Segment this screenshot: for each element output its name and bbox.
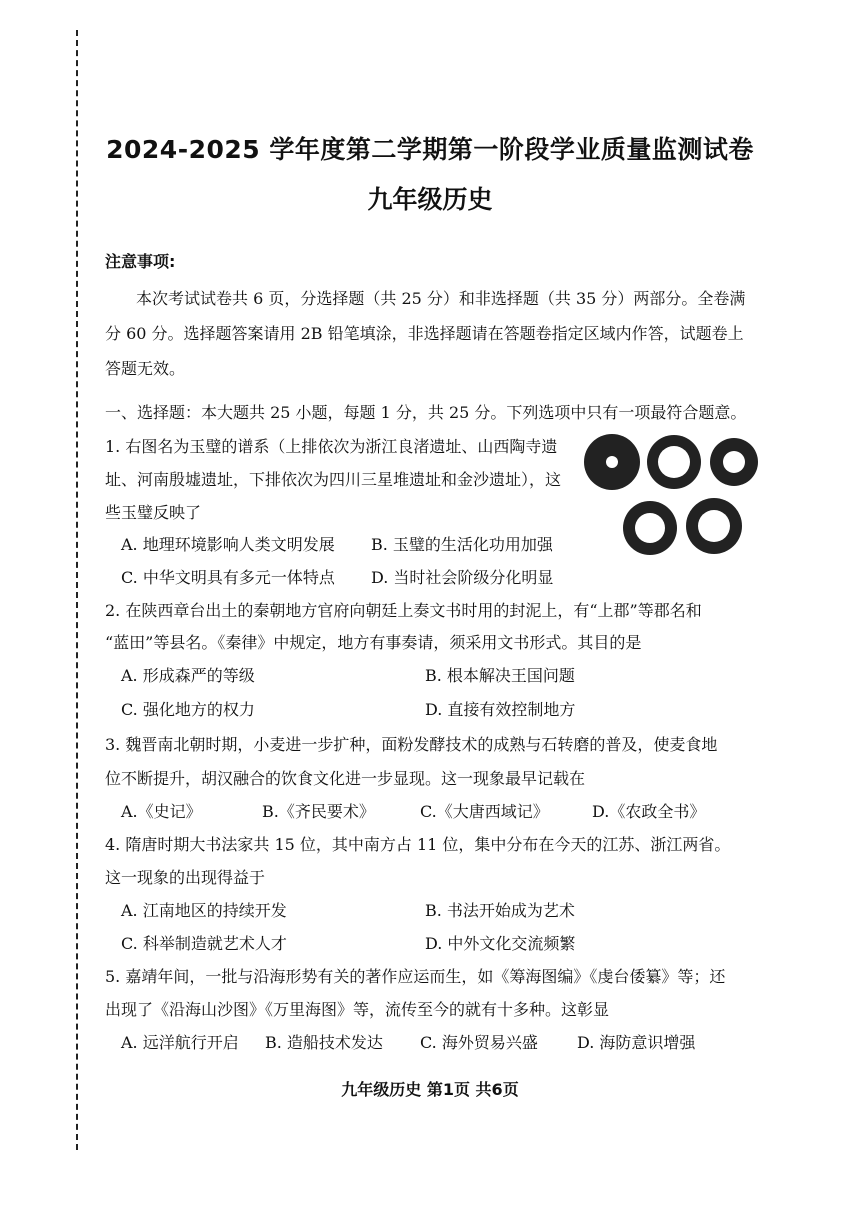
exam-subject: 九年级历史 [367,185,493,214]
question-text: “蓝田”等县名。《秦律》中规定，地方有事奏请，须采用文书形式。其目的是 [105,633,642,652]
option-b: B.《齐民要术》 [262,802,375,821]
option-b: B. 造船技术发达 [265,1033,383,1052]
option-d: D. 直接有效控制地方 [425,700,576,719]
jade-disc [623,501,677,555]
question-text: 这一现象的出现得益于 [105,868,266,887]
jade-bi-discs-image [580,430,760,560]
question-text: 2. 在陕西章台出土的秦朝地方官府向朝廷上奏文书时用的封泥上，有“上郡”等郡名和 [105,601,702,620]
option-d: D.《农政全书》 [592,802,706,821]
option-a: A. 远洋航行开启 [121,1033,239,1052]
option-a: A.《史记》 [121,802,202,821]
jade-disc [584,434,640,490]
question-text: 出现了《沿海山沙图》《万里海图》等，流传至今的就有十多种。这彰显 [105,1000,610,1019]
option-b: B. 玉璧的生活化功用加强 [371,535,553,554]
question-text: 些玉璧反映了 [105,503,202,522]
question-text: 位不断提升，胡汉融合的饮食文化进一步显现。这一现象最早记载在 [105,769,586,788]
notice-text: 本次考试试卷共 6 页，分选择题（共 25 分）和非选择题（共 35 分）两部分。全卷满 [136,289,746,308]
option-a: A. 形成森严的等级 [121,666,255,685]
question-text: 5. 嘉靖年间，一批与沿海形势有关的著作应运而生，如《筹海图编》《虔台倭纂》等；还 [105,967,726,986]
question-text: 4. 隋唐时期大书法家共 15 位，其中南方占 11 位，集中分布在今天的江苏、浙江两省。 [105,835,731,854]
option-b: B. 书法开始成为艺术 [425,901,575,920]
option-c: C. 中华文明具有多元一体特点 [121,568,335,587]
notice-text: 分 60 分。选择题答案请用 2B 铅笔填涂，非选择题请在答题卷指定区域内作答，试题卷上 [105,324,744,343]
option-a: A. 地理环境影响人类文明发展 [121,535,335,554]
page-footer: 九年级历史 第1页 共6页 [341,1080,519,1099]
option-c: C. 强化地方的权力 [121,700,255,719]
option-d: D. 海防意识增强 [577,1033,696,1052]
notice-heading: 注意事项: [105,252,176,271]
option-c: C. 科举制造就艺术人才 [121,934,287,953]
notice-text: 答题无效。 [105,359,186,378]
option-b: B. 根本解决王国问题 [425,666,575,685]
question-text: 址、河南殷墟遗址，下排依次为四川三星堆遗址和金沙遗址），这 [105,470,562,489]
option-c: C.《大唐西域记》 [420,802,549,821]
jade-disc [710,438,758,486]
section-heading: 一、选择题：本大题共 25 小题，每题 1 分，共 25 分。下列选项中只有一项最符合题意。 [105,403,747,422]
option-d: D. 当时社会阶级分化明显 [371,568,554,587]
jade-disc [686,498,742,554]
option-c: C. 海外贸易兴盛 [420,1033,538,1052]
option-a: A. 江南地区的持续开发 [121,901,287,920]
option-d: D. 中外文化交流频繁 [425,934,576,953]
jade-disc [647,435,701,489]
exam-title: 2024-2025 学年度第二学期第一阶段学业质量监测试卷 [106,135,754,164]
question-text: 1. 右图名为玉璧的谱系（上排依次为浙江良渚遗址、山西陶寺遗 [105,437,558,456]
question-text: 3. 魏晋南北朝时期，小麦进一步扩种，面粉发酵技术的成熟与石转磨的普及，使麦食地 [105,735,718,754]
